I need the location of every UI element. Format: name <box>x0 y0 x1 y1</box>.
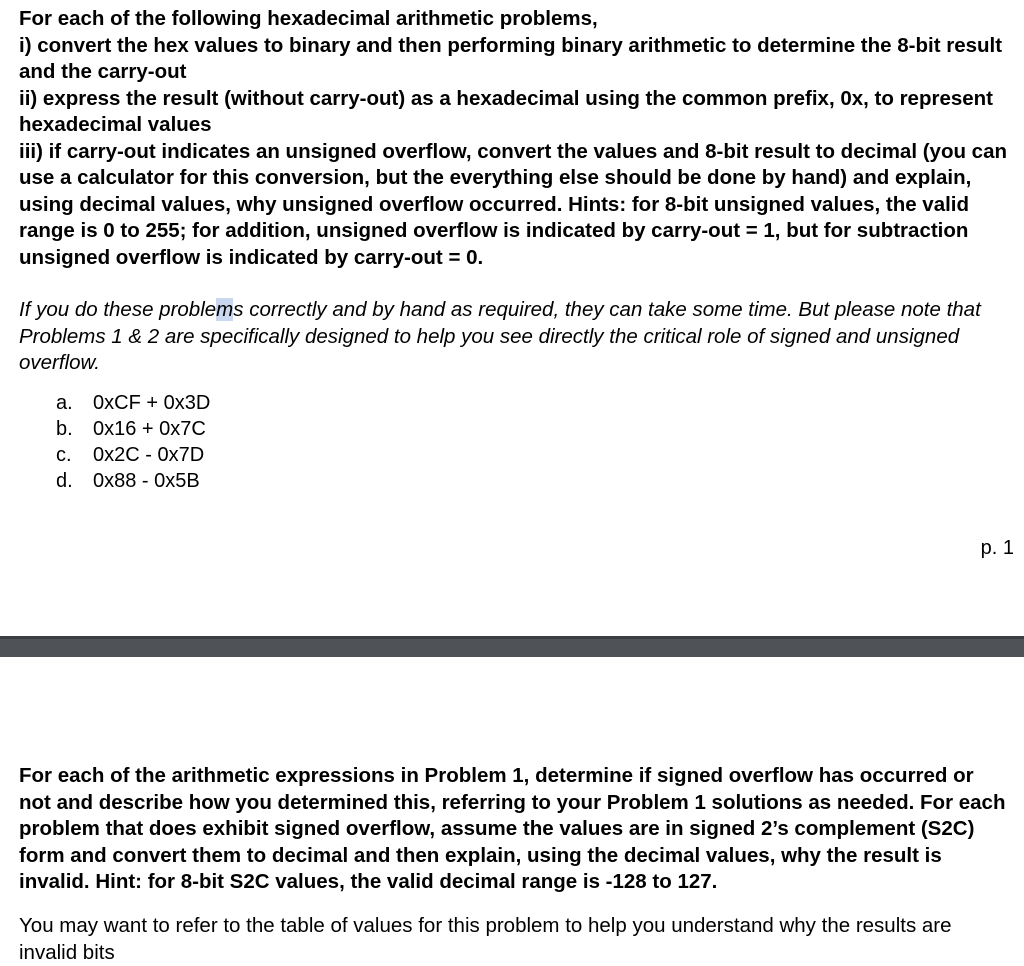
note-text-end: s correctly and by hand as required, they can take some time. But please note that Problems 1 & 2 are specifically designed to help you see directly the critical role of signed and unsigned overflow. <box>19 298 981 374</box>
cut-off-text: You may want to refer to the table of values for this problem to help you understand why the results are invalid bits <box>19 914 952 964</box>
problem-letter: d. <box>56 470 73 492</box>
problem-letter: b. <box>56 418 73 440</box>
italic-note <box>19 297 1009 377</box>
problem-expression: 0x2C - 0x7D <box>93 444 205 466</box>
problem-letter: c. <box>56 444 72 466</box>
problem-item-b <box>56 416 210 442</box>
cut-off-text-line <box>19 914 1009 964</box>
problem-letter: a. <box>56 392 73 414</box>
problem-expression: 0x88 - 0x5B <box>93 470 200 492</box>
problem-expression: 0x16 + 0x7C <box>93 418 206 440</box>
problem-item-d <box>56 468 210 494</box>
instructions-step-ii: ii) express the result (without carry-out) as a hexadecimal using the common prefix, 0x, to represent hexadecimal values <box>19 86 994 136</box>
problem-1-instructions <box>19 6 1009 271</box>
page-separator <box>0 636 1024 657</box>
problem-2-text: For each of the arithmetic expressions in Problem 1, determine if signed overflow has occurred or not and describe how you determined this, referring to your Problem 1 solutions as needed. For each problem that does exhibit signed overflow, assume the values are in signed 2’s complement (S2C) form and convert them to decimal and then explain, using the decimal values, why the result is invalid. Hint: for 8-bit S2C values, the valid decimal range is -128 to 127. <box>19 764 1006 893</box>
instructions-step-i: i) convert the hex values to binary and then performing binary arithmetic to determine the 8-bit result and the carry-out <box>19 33 1003 83</box>
problem-expression: 0xCF + 0x3D <box>93 392 211 414</box>
problem-item-a <box>56 390 210 416</box>
note-text-start: If you do these proble <box>19 298 217 321</box>
page-number: p. 1 <box>980 537 1014 559</box>
text-selection-highlight: m <box>216 298 234 321</box>
document-page-2 <box>0 657 1024 964</box>
problem-list <box>56 390 210 494</box>
problem-item-c <box>56 442 210 468</box>
instructions-intro: For each of the following hexadecimal arithmetic problems, <box>19 7 598 30</box>
instructions-step-iii: iii) if carry-out indicates an unsigned overflow, convert the values and 8-bit result to decimal (you can use a calculator for this conversion, but the everything else should be done by hand) and explain, using decimal values, why unsigned overflow occurred. Hints: for 8-bit unsigned values, the valid range is 0 to 255; for addition, unsigned overflow is indicated by carry-out = 1, but for subtraction unsigned overflow is indicated by carry-out = 0. <box>19 139 1008 269</box>
